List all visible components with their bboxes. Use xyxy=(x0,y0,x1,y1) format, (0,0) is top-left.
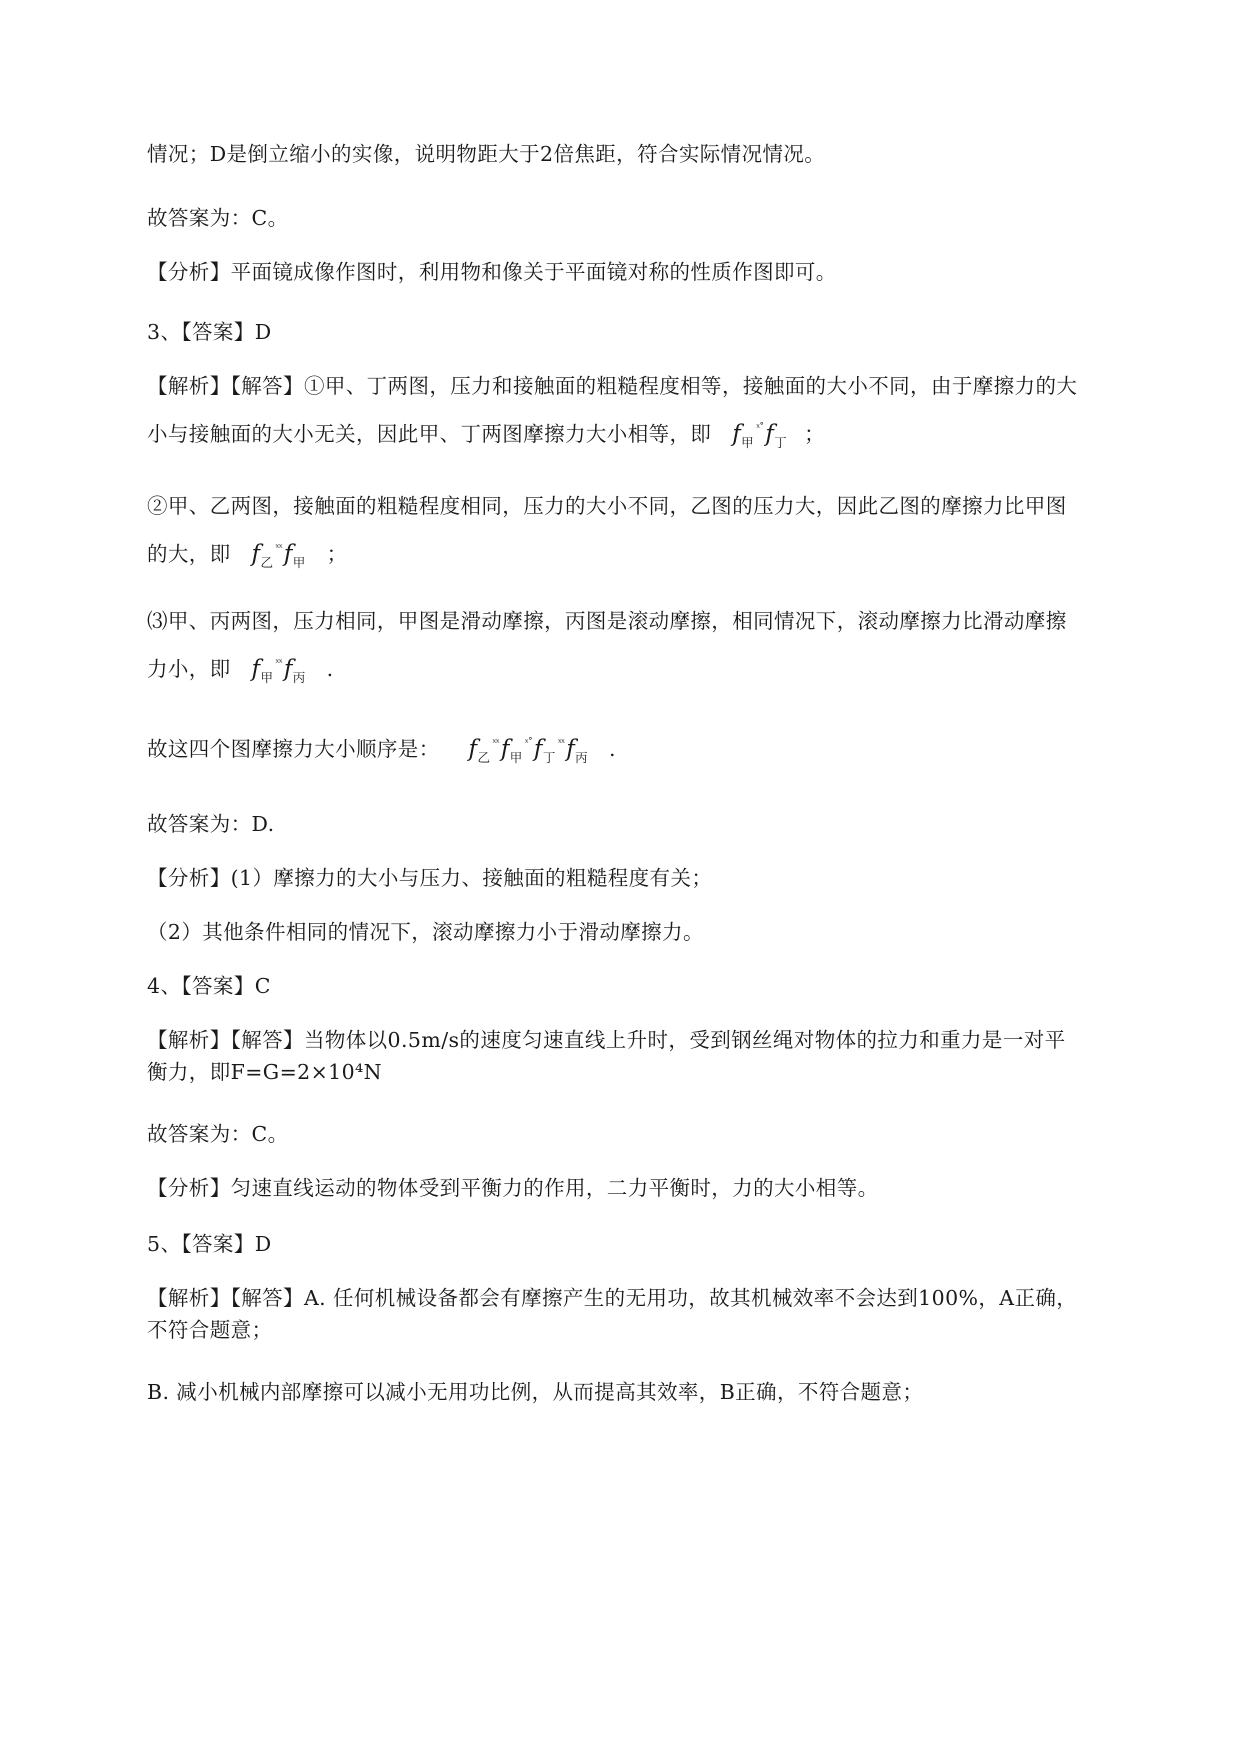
text-segment: 力小，即 xyxy=(147,657,231,681)
text-line: 【解析】【解答】A. 任何机械设备都会有摩擦产生的无用功，故其机械效率不会达到100%，A正确， xyxy=(147,1286,1078,1310)
formula-friction-equal: $f_甲^{ˣ˚}f_丁$ ； xyxy=(732,421,825,450)
text-line: 4、【答案】C xyxy=(147,974,271,998)
text-line: 5、【答案】D xyxy=(147,1232,272,1256)
text-line: ⑶甲、丙两图，压力相同，甲图是滑动摩擦，丙图是滚动摩擦，相同情况下，滚动摩擦力比滑动摩擦 xyxy=(147,609,1067,633)
text-line: （2）其他条件相同的情况下，滚动摩擦力小于滑动摩擦力。 xyxy=(147,920,704,944)
text-line-with-formula xyxy=(147,655,334,688)
text-line: B. 减小机械内部摩擦可以减小无用功比例，从而提高其效率，B正确，不符合题意； xyxy=(147,1380,924,1404)
text-segment: 的大，即 xyxy=(147,542,231,566)
text-line: 故答案为：C。 xyxy=(147,1122,289,1146)
text-segment: 小与接触面的大小无关，因此甲、丁两图摩擦力大小相等，即 xyxy=(147,422,712,446)
text-line: 故答案为：C。 xyxy=(147,206,289,230)
formula-friction-order: $f_乙^{ˣˣ}f_甲^{ˣ˚}f_丁^{ˣˣ}f_丙$ . xyxy=(468,736,616,765)
text-line: 衡力，即F=G=2×10⁴N xyxy=(147,1060,383,1084)
text-line: 【解析】【解答】①甲、丁两图，压力和接触面的粗糙程度相等，接触面的大小不同，由于摩擦力的大 xyxy=(147,374,1078,398)
formula-friction-compare: $f_甲^{ˣˣ}f_丙$ . xyxy=(251,656,334,685)
text-line: 【分析】匀速直线运动的物体受到平衡力的作用，二力平衡时，力的大小相等。 xyxy=(147,1176,879,1200)
text-line: 3、【答案】D xyxy=(147,320,272,344)
text-line: 【分析】平面镜成像作图时，利用物和像关于平面镜对称的性质作图即可。 xyxy=(147,260,837,284)
text-line: 【解析】【解答】当物体以0.5m/s的速度匀速直线上升时，受到钢丝绳对物体的拉力和重力是一对平 xyxy=(147,1028,1066,1052)
text-line: 不符合题意； xyxy=(147,1318,273,1342)
formula-friction-compare: $f_乙^{ˣˣ}f_甲$ ； xyxy=(251,541,348,570)
text-segment: 故这四个图摩擦力大小顺序是： xyxy=(147,737,440,761)
text-line: 故答案为：D. xyxy=(147,812,275,836)
text-line: ②甲、乙两图，接触面的粗糙程度相同，压力的大小不同，乙图的压力大，因此乙图的摩擦力比甲图 xyxy=(147,494,1067,518)
text-line-with-formula xyxy=(147,540,348,573)
text-line-with-formula xyxy=(147,735,616,768)
text-line: 【分析】(1）摩擦力的大小与压力、接触面的粗糙程度有关； xyxy=(147,866,713,890)
text-line: 情况；D是倒立缩小的实像，说明物距大于2倍焦距，符合实际情况情况。 xyxy=(147,142,826,166)
text-line-with-formula xyxy=(147,420,825,453)
